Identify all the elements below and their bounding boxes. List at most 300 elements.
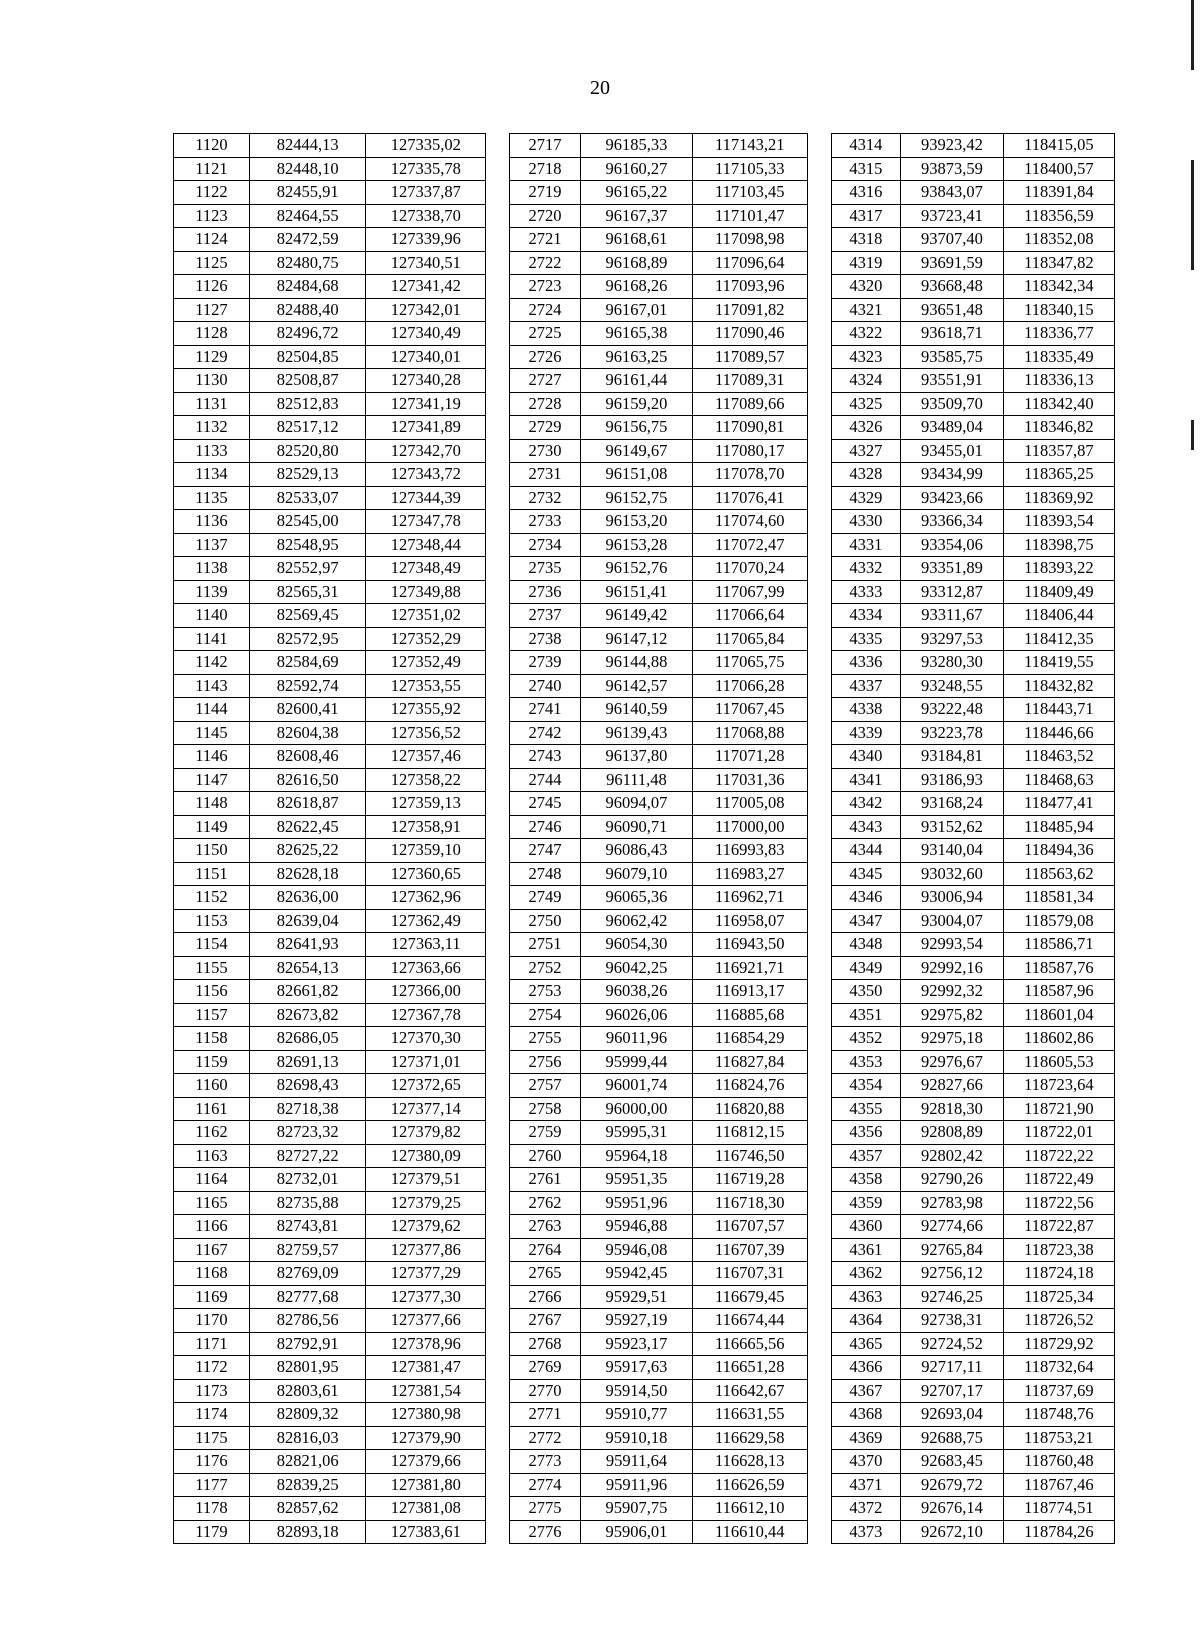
point-number-cell: 2721 — [509, 228, 581, 252]
point-number-cell: 2718 — [509, 157, 581, 181]
column-gap — [808, 933, 832, 957]
column-gap — [486, 1473, 510, 1497]
point-number-cell: 4318 — [831, 228, 901, 252]
point-number-cell: 1131 — [174, 392, 250, 416]
point-number-cell: 1134 — [174, 463, 250, 487]
column-gap — [808, 815, 832, 839]
column-gap — [486, 604, 510, 628]
coord-y-cell: 116679,45 — [692, 1285, 807, 1309]
table-row — [174, 627, 1115, 651]
point-number-cell: 2760 — [509, 1144, 581, 1168]
point-number-cell: 1141 — [174, 627, 250, 651]
coord-x-cell: 82654,13 — [249, 956, 366, 980]
coord-x-cell: 96149,67 — [581, 439, 692, 463]
coord-y-cell: 127377,86 — [366, 1238, 486, 1262]
column-gap — [486, 886, 510, 910]
point-number-cell: 1142 — [174, 651, 250, 675]
coord-x-cell: 93248,55 — [901, 674, 1004, 698]
column-gap — [486, 1027, 510, 1051]
point-number-cell: 1137 — [174, 533, 250, 557]
table-row — [174, 1450, 1115, 1474]
point-number-cell: 1170 — [174, 1309, 250, 1333]
column-gap — [486, 1262, 510, 1286]
point-number-cell: 1172 — [174, 1356, 250, 1380]
column-gap — [808, 204, 832, 228]
table-row — [174, 1168, 1115, 1192]
table-row — [174, 980, 1115, 1004]
table-row — [174, 1003, 1115, 1027]
point-number-cell: 1145 — [174, 721, 250, 745]
coord-y-cell: 118753,21 — [1003, 1426, 1114, 1450]
coord-x-cell: 96086,43 — [581, 839, 692, 863]
coord-y-cell: 118722,56 — [1003, 1191, 1114, 1215]
point-number-cell: 2768 — [509, 1332, 581, 1356]
column-gap — [808, 1262, 832, 1286]
column-gap — [808, 416, 832, 440]
coord-y-cell: 118412,35 — [1003, 627, 1114, 651]
point-number-cell: 2764 — [509, 1238, 581, 1262]
column-gap — [486, 1097, 510, 1121]
coord-x-cell: 96142,57 — [581, 674, 692, 698]
coord-y-cell: 117074,60 — [692, 510, 807, 534]
point-number-cell: 1127 — [174, 298, 250, 322]
coord-y-cell: 127377,14 — [366, 1097, 486, 1121]
column-gap — [808, 721, 832, 745]
table-row — [174, 1121, 1115, 1145]
coord-y-cell: 118468,63 — [1003, 768, 1114, 792]
point-number-cell: 1136 — [174, 510, 250, 534]
table-row — [174, 1074, 1115, 1098]
coord-y-cell: 118725,34 — [1003, 1285, 1114, 1309]
coord-x-cell: 95999,44 — [581, 1050, 692, 1074]
point-number-cell: 4367 — [831, 1379, 901, 1403]
point-number-cell: 2769 — [509, 1356, 581, 1380]
coord-x-cell: 93873,59 — [901, 157, 1004, 181]
coord-x-cell: 92975,82 — [901, 1003, 1004, 1027]
coord-y-cell: 118340,15 — [1003, 298, 1114, 322]
coord-y-cell: 116827,84 — [692, 1050, 807, 1074]
table-row — [174, 1473, 1115, 1497]
coord-x-cell: 92707,17 — [901, 1379, 1004, 1403]
coord-y-cell: 118723,64 — [1003, 1074, 1114, 1098]
point-number-cell: 2767 — [509, 1309, 581, 1333]
coord-y-cell: 118352,08 — [1003, 228, 1114, 252]
coord-y-cell: 127379,90 — [366, 1426, 486, 1450]
coord-x-cell: 82496,72 — [249, 322, 366, 346]
column-gap — [486, 251, 510, 275]
coord-y-cell: 118760,48 — [1003, 1450, 1114, 1474]
coord-x-cell: 96062,42 — [581, 909, 692, 933]
coord-x-cell: 93691,59 — [901, 251, 1004, 275]
coord-x-cell: 95942,45 — [581, 1262, 692, 1286]
coord-y-cell: 118336,13 — [1003, 369, 1114, 393]
coord-x-cell: 96144,88 — [581, 651, 692, 675]
coord-y-cell: 118443,71 — [1003, 698, 1114, 722]
point-number-cell: 1122 — [174, 181, 250, 205]
coord-x-cell: 95951,96 — [581, 1191, 692, 1215]
point-number-cell: 4337 — [831, 674, 901, 698]
point-number-cell: 4323 — [831, 345, 901, 369]
scan-edge-mark — [1191, 160, 1194, 270]
coord-y-cell: 117031,36 — [692, 768, 807, 792]
coord-x-cell: 82732,01 — [249, 1168, 366, 1192]
point-number-cell: 1168 — [174, 1262, 250, 1286]
coord-y-cell: 118602,86 — [1003, 1027, 1114, 1051]
column-gap — [486, 1144, 510, 1168]
coord-y-cell: 127359,13 — [366, 792, 486, 816]
coord-y-cell: 118722,49 — [1003, 1168, 1114, 1192]
point-number-cell: 2717 — [509, 134, 581, 158]
point-number-cell: 4365 — [831, 1332, 901, 1356]
column-gap — [808, 557, 832, 581]
coord-x-cell: 96185,33 — [581, 134, 692, 158]
column-gap — [486, 134, 510, 158]
point-number-cell: 4359 — [831, 1191, 901, 1215]
point-number-cell: 2757 — [509, 1074, 581, 1098]
point-number-cell: 4339 — [831, 721, 901, 745]
column-gap — [808, 345, 832, 369]
point-number-cell: 4329 — [831, 486, 901, 510]
point-number-cell: 2730 — [509, 439, 581, 463]
table-row — [174, 956, 1115, 980]
coord-x-cell: 93223,78 — [901, 721, 1004, 745]
coord-x-cell: 82743,81 — [249, 1215, 366, 1239]
point-number-cell: 1135 — [174, 486, 250, 510]
column-gap — [808, 1379, 832, 1403]
coord-y-cell: 118342,40 — [1003, 392, 1114, 416]
coord-x-cell: 92738,31 — [901, 1309, 1004, 1333]
table-row — [174, 1379, 1115, 1403]
coord-x-cell: 93423,66 — [901, 486, 1004, 510]
coord-x-cell: 96165,38 — [581, 322, 692, 346]
column-gap — [486, 1309, 510, 1333]
coord-y-cell: 118419,55 — [1003, 651, 1114, 675]
coord-x-cell: 93184,81 — [901, 745, 1004, 769]
point-number-cell: 2744 — [509, 768, 581, 792]
coord-x-cell: 82552,97 — [249, 557, 366, 581]
coord-y-cell: 127348,44 — [366, 533, 486, 557]
coord-y-cell: 118563,62 — [1003, 862, 1114, 886]
column-gap — [808, 886, 832, 910]
column-gap — [486, 392, 510, 416]
coord-x-cell: 82584,69 — [249, 651, 366, 675]
coord-x-cell: 93152,62 — [901, 815, 1004, 839]
point-number-cell: 1121 — [174, 157, 250, 181]
coord-y-cell: 118729,92 — [1003, 1332, 1114, 1356]
coord-x-cell: 95946,88 — [581, 1215, 692, 1239]
point-number-cell: 1147 — [174, 768, 250, 792]
coord-x-cell: 82821,06 — [249, 1450, 366, 1474]
column-gap — [808, 627, 832, 651]
point-number-cell: 4341 — [831, 768, 901, 792]
coord-y-cell: 127381,08 — [366, 1497, 486, 1521]
coord-x-cell: 82464,55 — [249, 204, 366, 228]
coord-x-cell: 95964,18 — [581, 1144, 692, 1168]
point-number-cell: 4360 — [831, 1215, 901, 1239]
column-gap — [486, 228, 510, 252]
coord-x-cell: 92992,16 — [901, 956, 1004, 980]
coord-x-cell: 82803,61 — [249, 1379, 366, 1403]
point-number-cell: 2743 — [509, 745, 581, 769]
coord-x-cell: 93618,71 — [901, 322, 1004, 346]
coord-x-cell: 95927,19 — [581, 1309, 692, 1333]
coord-x-cell: 93140,04 — [901, 839, 1004, 863]
coord-y-cell: 117096,64 — [692, 251, 807, 275]
coord-x-cell: 92756,12 — [901, 1262, 1004, 1286]
column-gap — [808, 745, 832, 769]
coord-x-cell: 96090,71 — [581, 815, 692, 839]
point-number-cell: 1148 — [174, 792, 250, 816]
coord-y-cell: 127341,42 — [366, 275, 486, 299]
point-number-cell: 1140 — [174, 604, 250, 628]
coord-x-cell: 93455,01 — [901, 439, 1004, 463]
column-gap — [808, 228, 832, 252]
coord-y-cell: 127380,98 — [366, 1403, 486, 1427]
coord-x-cell: 82508,87 — [249, 369, 366, 393]
point-number-cell: 4356 — [831, 1121, 901, 1145]
point-number-cell: 2740 — [509, 674, 581, 698]
point-number-cell: 2728 — [509, 392, 581, 416]
coord-x-cell: 92808,89 — [901, 1121, 1004, 1145]
coord-x-cell: 82893,18 — [249, 1520, 366, 1544]
coord-y-cell: 118581,34 — [1003, 886, 1114, 910]
coord-x-cell: 95995,31 — [581, 1121, 692, 1145]
column-gap — [808, 134, 832, 158]
point-number-cell: 4368 — [831, 1403, 901, 1427]
coord-x-cell: 96163,25 — [581, 345, 692, 369]
column-gap — [808, 486, 832, 510]
coord-x-cell: 93434,99 — [901, 463, 1004, 487]
coord-x-cell: 96038,26 — [581, 980, 692, 1004]
coord-x-cell: 95917,63 — [581, 1356, 692, 1380]
coord-y-cell: 127352,29 — [366, 627, 486, 651]
table-row — [174, 322, 1115, 346]
coord-y-cell: 117105,33 — [692, 157, 807, 181]
coord-y-cell: 117080,17 — [692, 439, 807, 463]
coord-x-cell: 82816,03 — [249, 1426, 366, 1450]
coord-y-cell: 118732,64 — [1003, 1356, 1114, 1380]
point-number-cell: 1157 — [174, 1003, 250, 1027]
point-number-cell: 1155 — [174, 956, 250, 980]
coord-x-cell: 93509,70 — [901, 392, 1004, 416]
coord-y-cell: 127378,96 — [366, 1332, 486, 1356]
coord-x-cell: 82691,13 — [249, 1050, 366, 1074]
column-gap — [486, 839, 510, 863]
coord-x-cell: 82455,91 — [249, 181, 366, 205]
coord-x-cell: 92679,72 — [901, 1473, 1004, 1497]
point-number-cell: 4351 — [831, 1003, 901, 1027]
column-gap — [486, 745, 510, 769]
table-row — [174, 1332, 1115, 1356]
coord-y-cell: 118737,69 — [1003, 1379, 1114, 1403]
coord-y-cell: 117068,88 — [692, 721, 807, 745]
point-number-cell: 2761 — [509, 1168, 581, 1192]
point-number-cell: 1124 — [174, 228, 250, 252]
point-number-cell: 4357 — [831, 1144, 901, 1168]
column-gap — [808, 651, 832, 675]
coord-y-cell: 116820,88 — [692, 1097, 807, 1121]
coord-x-cell: 96140,59 — [581, 698, 692, 722]
column-gap — [808, 392, 832, 416]
column-gap — [808, 580, 832, 604]
column-gap — [808, 1003, 832, 1027]
coord-x-cell: 82723,32 — [249, 1121, 366, 1145]
coord-y-cell: 117067,45 — [692, 698, 807, 722]
table-row — [174, 416, 1115, 440]
coord-y-cell: 116885,68 — [692, 1003, 807, 1027]
table-row — [174, 745, 1115, 769]
coord-y-cell: 118721,90 — [1003, 1097, 1114, 1121]
point-number-cell: 2774 — [509, 1473, 581, 1497]
coord-y-cell: 127341,89 — [366, 416, 486, 440]
column-gap — [486, 768, 510, 792]
column-gap — [486, 181, 510, 205]
point-number-cell: 2775 — [509, 1497, 581, 1521]
coord-y-cell: 116612,10 — [692, 1497, 807, 1521]
coord-y-cell: 118784,26 — [1003, 1520, 1114, 1544]
coord-x-cell: 82548,95 — [249, 533, 366, 557]
scan-edge-mark — [1191, 420, 1194, 450]
coord-y-cell: 117065,75 — [692, 651, 807, 675]
point-number-cell: 1129 — [174, 345, 250, 369]
coord-x-cell: 92688,75 — [901, 1426, 1004, 1450]
coord-x-cell: 93923,42 — [901, 134, 1004, 158]
point-number-cell: 1138 — [174, 557, 250, 581]
column-gap — [808, 1426, 832, 1450]
point-number-cell: 1123 — [174, 204, 250, 228]
column-gap — [486, 933, 510, 957]
point-number-cell: 4333 — [831, 580, 901, 604]
coord-y-cell: 117067,99 — [692, 580, 807, 604]
point-number-cell: 2745 — [509, 792, 581, 816]
coord-x-cell: 82839,25 — [249, 1473, 366, 1497]
point-number-cell: 4330 — [831, 510, 901, 534]
coord-x-cell: 82472,59 — [249, 228, 366, 252]
point-number-cell: 4355 — [831, 1097, 901, 1121]
column-gap — [486, 862, 510, 886]
coord-y-cell: 127367,78 — [366, 1003, 486, 1027]
coord-y-cell: 127377,29 — [366, 1262, 486, 1286]
coord-y-cell: 116993,83 — [692, 839, 807, 863]
coord-x-cell: 96054,30 — [581, 933, 692, 957]
table-row — [174, 1356, 1115, 1380]
column-gap — [808, 1450, 832, 1474]
coord-x-cell: 82641,93 — [249, 933, 366, 957]
coord-x-cell: 82533,07 — [249, 486, 366, 510]
coord-y-cell: 118409,49 — [1003, 580, 1114, 604]
page-number: 20 — [590, 77, 610, 99]
coord-y-cell: 116631,55 — [692, 1403, 807, 1427]
coord-y-cell: 127344,39 — [366, 486, 486, 510]
table-row — [174, 134, 1115, 158]
coord-y-cell: 116629,58 — [692, 1426, 807, 1450]
coord-x-cell: 93489,04 — [901, 416, 1004, 440]
column-gap — [486, 1215, 510, 1239]
column-gap — [808, 1285, 832, 1309]
coord-y-cell: 127370,30 — [366, 1027, 486, 1051]
column-gap — [808, 604, 832, 628]
coord-x-cell: 82529,13 — [249, 463, 366, 487]
coord-y-cell: 127383,61 — [366, 1520, 486, 1544]
point-number-cell: 1150 — [174, 839, 250, 863]
point-number-cell: 4319 — [831, 251, 901, 275]
coord-y-cell: 117076,41 — [692, 486, 807, 510]
column-gap — [808, 369, 832, 393]
column-gap — [486, 298, 510, 322]
coord-x-cell: 82600,41 — [249, 698, 366, 722]
coord-x-cell: 96159,20 — [581, 392, 692, 416]
coord-y-cell: 118365,25 — [1003, 463, 1114, 487]
table-row — [174, 651, 1115, 675]
column-gap — [486, 322, 510, 346]
coord-y-cell: 118406,44 — [1003, 604, 1114, 628]
coord-y-cell: 127355,92 — [366, 698, 486, 722]
coord-y-cell: 127338,70 — [366, 204, 486, 228]
column-gap — [486, 157, 510, 181]
coord-y-cell: 117066,28 — [692, 674, 807, 698]
point-number-cell: 2755 — [509, 1027, 581, 1051]
point-number-cell: 1163 — [174, 1144, 250, 1168]
point-number-cell: 4352 — [831, 1027, 901, 1051]
point-number-cell: 1153 — [174, 909, 250, 933]
point-number-cell: 1177 — [174, 1473, 250, 1497]
point-number-cell: 4336 — [831, 651, 901, 675]
point-number-cell: 4343 — [831, 815, 901, 839]
table-row — [174, 1520, 1115, 1544]
coord-y-cell: 127358,91 — [366, 815, 486, 839]
coord-y-cell: 118774,51 — [1003, 1497, 1114, 1521]
coord-y-cell: 117089,66 — [692, 392, 807, 416]
column-gap — [808, 1144, 832, 1168]
coord-x-cell: 93551,91 — [901, 369, 1004, 393]
point-number-cell: 2742 — [509, 721, 581, 745]
point-number-cell: 4369 — [831, 1426, 901, 1450]
point-number-cell: 2772 — [509, 1426, 581, 1450]
coord-x-cell: 82769,09 — [249, 1262, 366, 1286]
point-number-cell: 2719 — [509, 181, 581, 205]
coord-y-cell: 117098,98 — [692, 228, 807, 252]
coord-y-cell: 127340,51 — [366, 251, 486, 275]
table-row — [174, 674, 1115, 698]
coord-x-cell: 82616,50 — [249, 768, 366, 792]
coord-y-cell: 127351,02 — [366, 604, 486, 628]
point-number-cell: 4363 — [831, 1285, 901, 1309]
coord-x-cell: 95911,64 — [581, 1450, 692, 1474]
column-gap — [808, 1074, 832, 1098]
coord-x-cell: 96168,61 — [581, 228, 692, 252]
coord-x-cell: 95923,17 — [581, 1332, 692, 1356]
coord-y-cell: 127381,80 — [366, 1473, 486, 1497]
column-gap — [486, 698, 510, 722]
column-gap — [808, 181, 832, 205]
column-gap — [808, 1238, 832, 1262]
point-number-cell: 1156 — [174, 980, 250, 1004]
coord-y-cell: 118722,87 — [1003, 1215, 1114, 1239]
coord-x-cell: 92818,30 — [901, 1097, 1004, 1121]
point-number-cell: 2749 — [509, 886, 581, 910]
column-gap — [808, 1050, 832, 1074]
coord-y-cell: 127379,66 — [366, 1450, 486, 1474]
coord-y-cell: 116958,07 — [692, 909, 807, 933]
point-number-cell: 4327 — [831, 439, 901, 463]
point-number-cell: 1173 — [174, 1379, 250, 1403]
column-gap — [808, 1215, 832, 1239]
coord-y-cell: 127348,49 — [366, 557, 486, 581]
point-number-cell: 1174 — [174, 1403, 250, 1427]
table-row — [174, 839, 1115, 863]
point-number-cell: 1149 — [174, 815, 250, 839]
coord-x-cell: 93668,48 — [901, 275, 1004, 299]
